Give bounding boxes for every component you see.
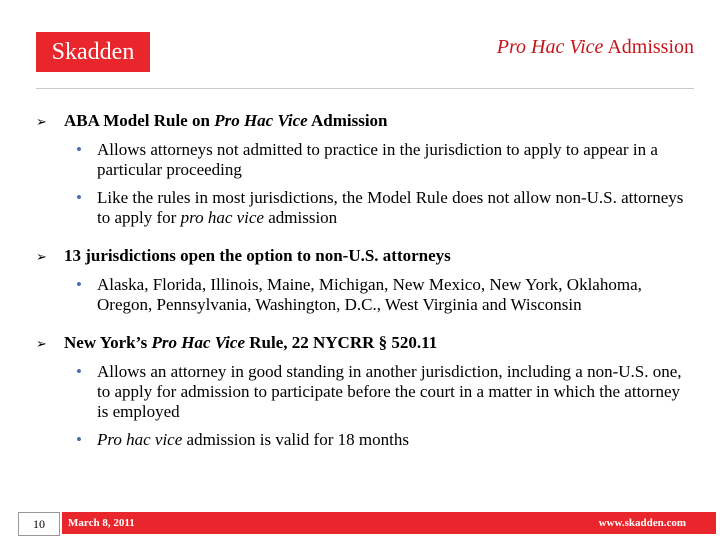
bullet-italic: Pro hac vice [97,430,183,449]
bullet-text: Alaska, Florida, Illinois, Maine, Michigan, New Mexico, New York, Oklahoma, Oregon, Pennsylvania, Washington, D.C., West Virginia and Wisconsin [97,275,642,314]
heading-text: ABA Model Rule on [64,111,215,130]
heading-text-post: Admission [307,111,388,130]
header-divider [36,88,694,89]
bullet-dot-icon: • [76,362,82,381]
bullet-dot-icon: • [76,188,82,207]
heading-text-post: Rule, 22 NYCRR § 520.11 [245,333,438,352]
skadden-logo: Skadden [36,32,150,72]
list-item [36,275,694,315]
slide-title-rest: Admission [603,36,694,58]
list-item [36,430,694,450]
section-13-jurisdictions [36,245,694,315]
slide-title [497,36,694,59]
section-heading [36,110,694,132]
section-aba-model-rule [36,110,694,228]
bullet-text: Allows an attorney in good standing in another jurisdiction, including a non-U.S. one, to apply for admission to participate before the court in a matter in which the attorney is employed [97,362,682,421]
arrow-bullet-icon: ➢ [36,336,47,351]
footer-website-link[interactable]: www.skadden.com [598,517,686,529]
arrow-bullet-icon: ➢ [36,114,47,129]
bullet-text-post: admission [263,208,338,227]
bullet-text: Like the rules in most jurisdictions, the Model Rule does not allow non-U.S. attorneys to apply for [97,188,684,227]
heading-text: New York’s [64,333,152,352]
section-new-york-rule [36,332,694,450]
bullet-text-post: admission is valid for 18 months [182,430,409,449]
page-number: 10 [18,512,60,536]
heading-italic: Pro Hac Vice [214,111,308,130]
section-heading [36,332,694,354]
heading-text: 13 jurisdictions open the option to non-U.S. attorneys [64,246,451,265]
arrow-bullet-icon: ➢ [36,249,47,264]
list-item [36,362,694,422]
bullet-dot-icon: • [76,430,82,449]
footer-date: March 8, 2011 [68,517,135,529]
slide-title-italic: Pro Hac Vice [496,36,604,58]
bullet-text: Allows attorneys not admitted to practice in the jurisdiction to apply to appear in a particular proceeding [97,140,658,179]
section-heading [36,245,694,267]
list-item [36,188,694,228]
list-item [36,140,694,180]
bullet-dot-icon: • [76,275,82,294]
heading-italic: Pro Hac Vice [151,333,245,352]
slide-content [36,110,694,467]
bullet-dot-icon: • [76,140,82,159]
bullet-italic: pro hac vice [180,208,264,227]
